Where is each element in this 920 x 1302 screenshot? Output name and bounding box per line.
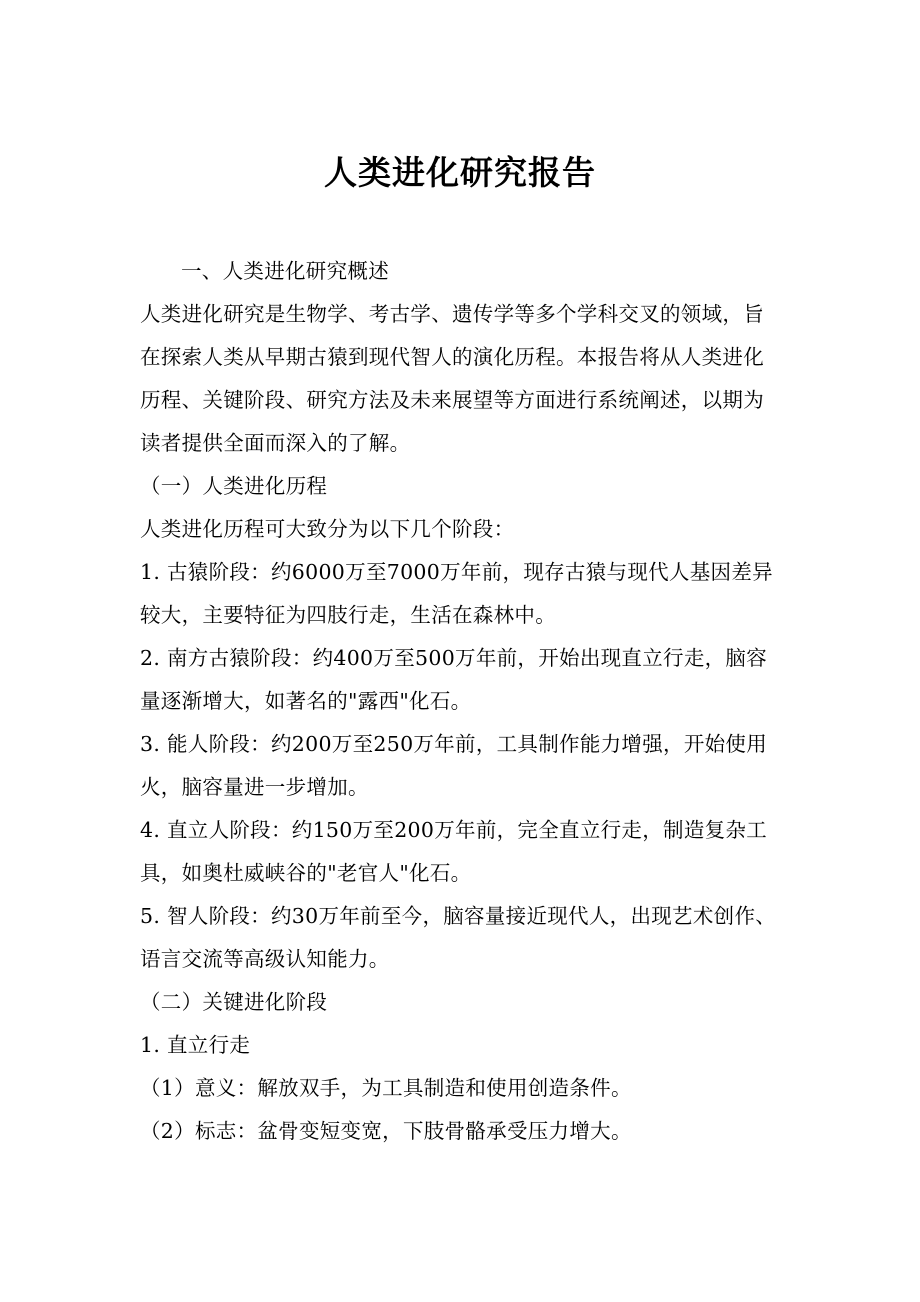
subsection-heading: （二）关键进化阶段 (140, 990, 328, 1014)
stage-item: 5. 智人阶段：约30万年前至今，脑容量接近现代人，出现艺术创作、语言交流等高级认知能力。 (140, 904, 777, 971)
stage-item: 4. 直立人阶段：约150万至200万年前，完全直立行走，制造复杂工具，如奥杜威峡谷的"老官人"化石。 (140, 818, 768, 885)
key-item-heading: 1. 直立行走 (140, 1033, 251, 1057)
subsection-intro: 人类进化历程可大致分为以下几个阶段： (140, 517, 515, 541)
subsection-heading: （一）人类进化历程 (140, 474, 328, 498)
key-item-point: （2）标志：盆骨变短变宽，下肢骨骼承受压力增大。 (140, 1119, 632, 1143)
stage-item: 1. 古猿阶段：约6000万至7000万年前，现存古猿与现代人基因差异较大，主要特征为四肢行走，生活在森林中。 (140, 560, 773, 627)
section-heading: 一、人类进化研究概述 (181, 259, 389, 283)
document-title: 人类进化研究报告 (324, 153, 596, 192)
stage-item: 2. 南方古猿阶段：约400万至500万年前，开始出现直立行走，脑容量逐渐增大，如著名的"露西"化石。 (140, 646, 768, 713)
stage-item: 3. 能人阶段：约200万至250万年前，工具制作能力增强，开始使用火，脑容量进一步增加。 (140, 732, 768, 799)
document-body (140, 250, 780, 1153)
intro-paragraph: 人类进化研究是生物学、考古学、遗传学等多个学科交叉的领域，旨在探索人类从早期古猿到现代智人的演化历程。本报告将从人类进化历程、关键阶段、研究方法及未来展望等方面进行系统阐述，以期为读者提供全面而深入的了解。 (140, 302, 764, 455)
key-item-point: （1）意义：解放双手，为工具制造和使用创造条件。 (140, 1076, 632, 1100)
